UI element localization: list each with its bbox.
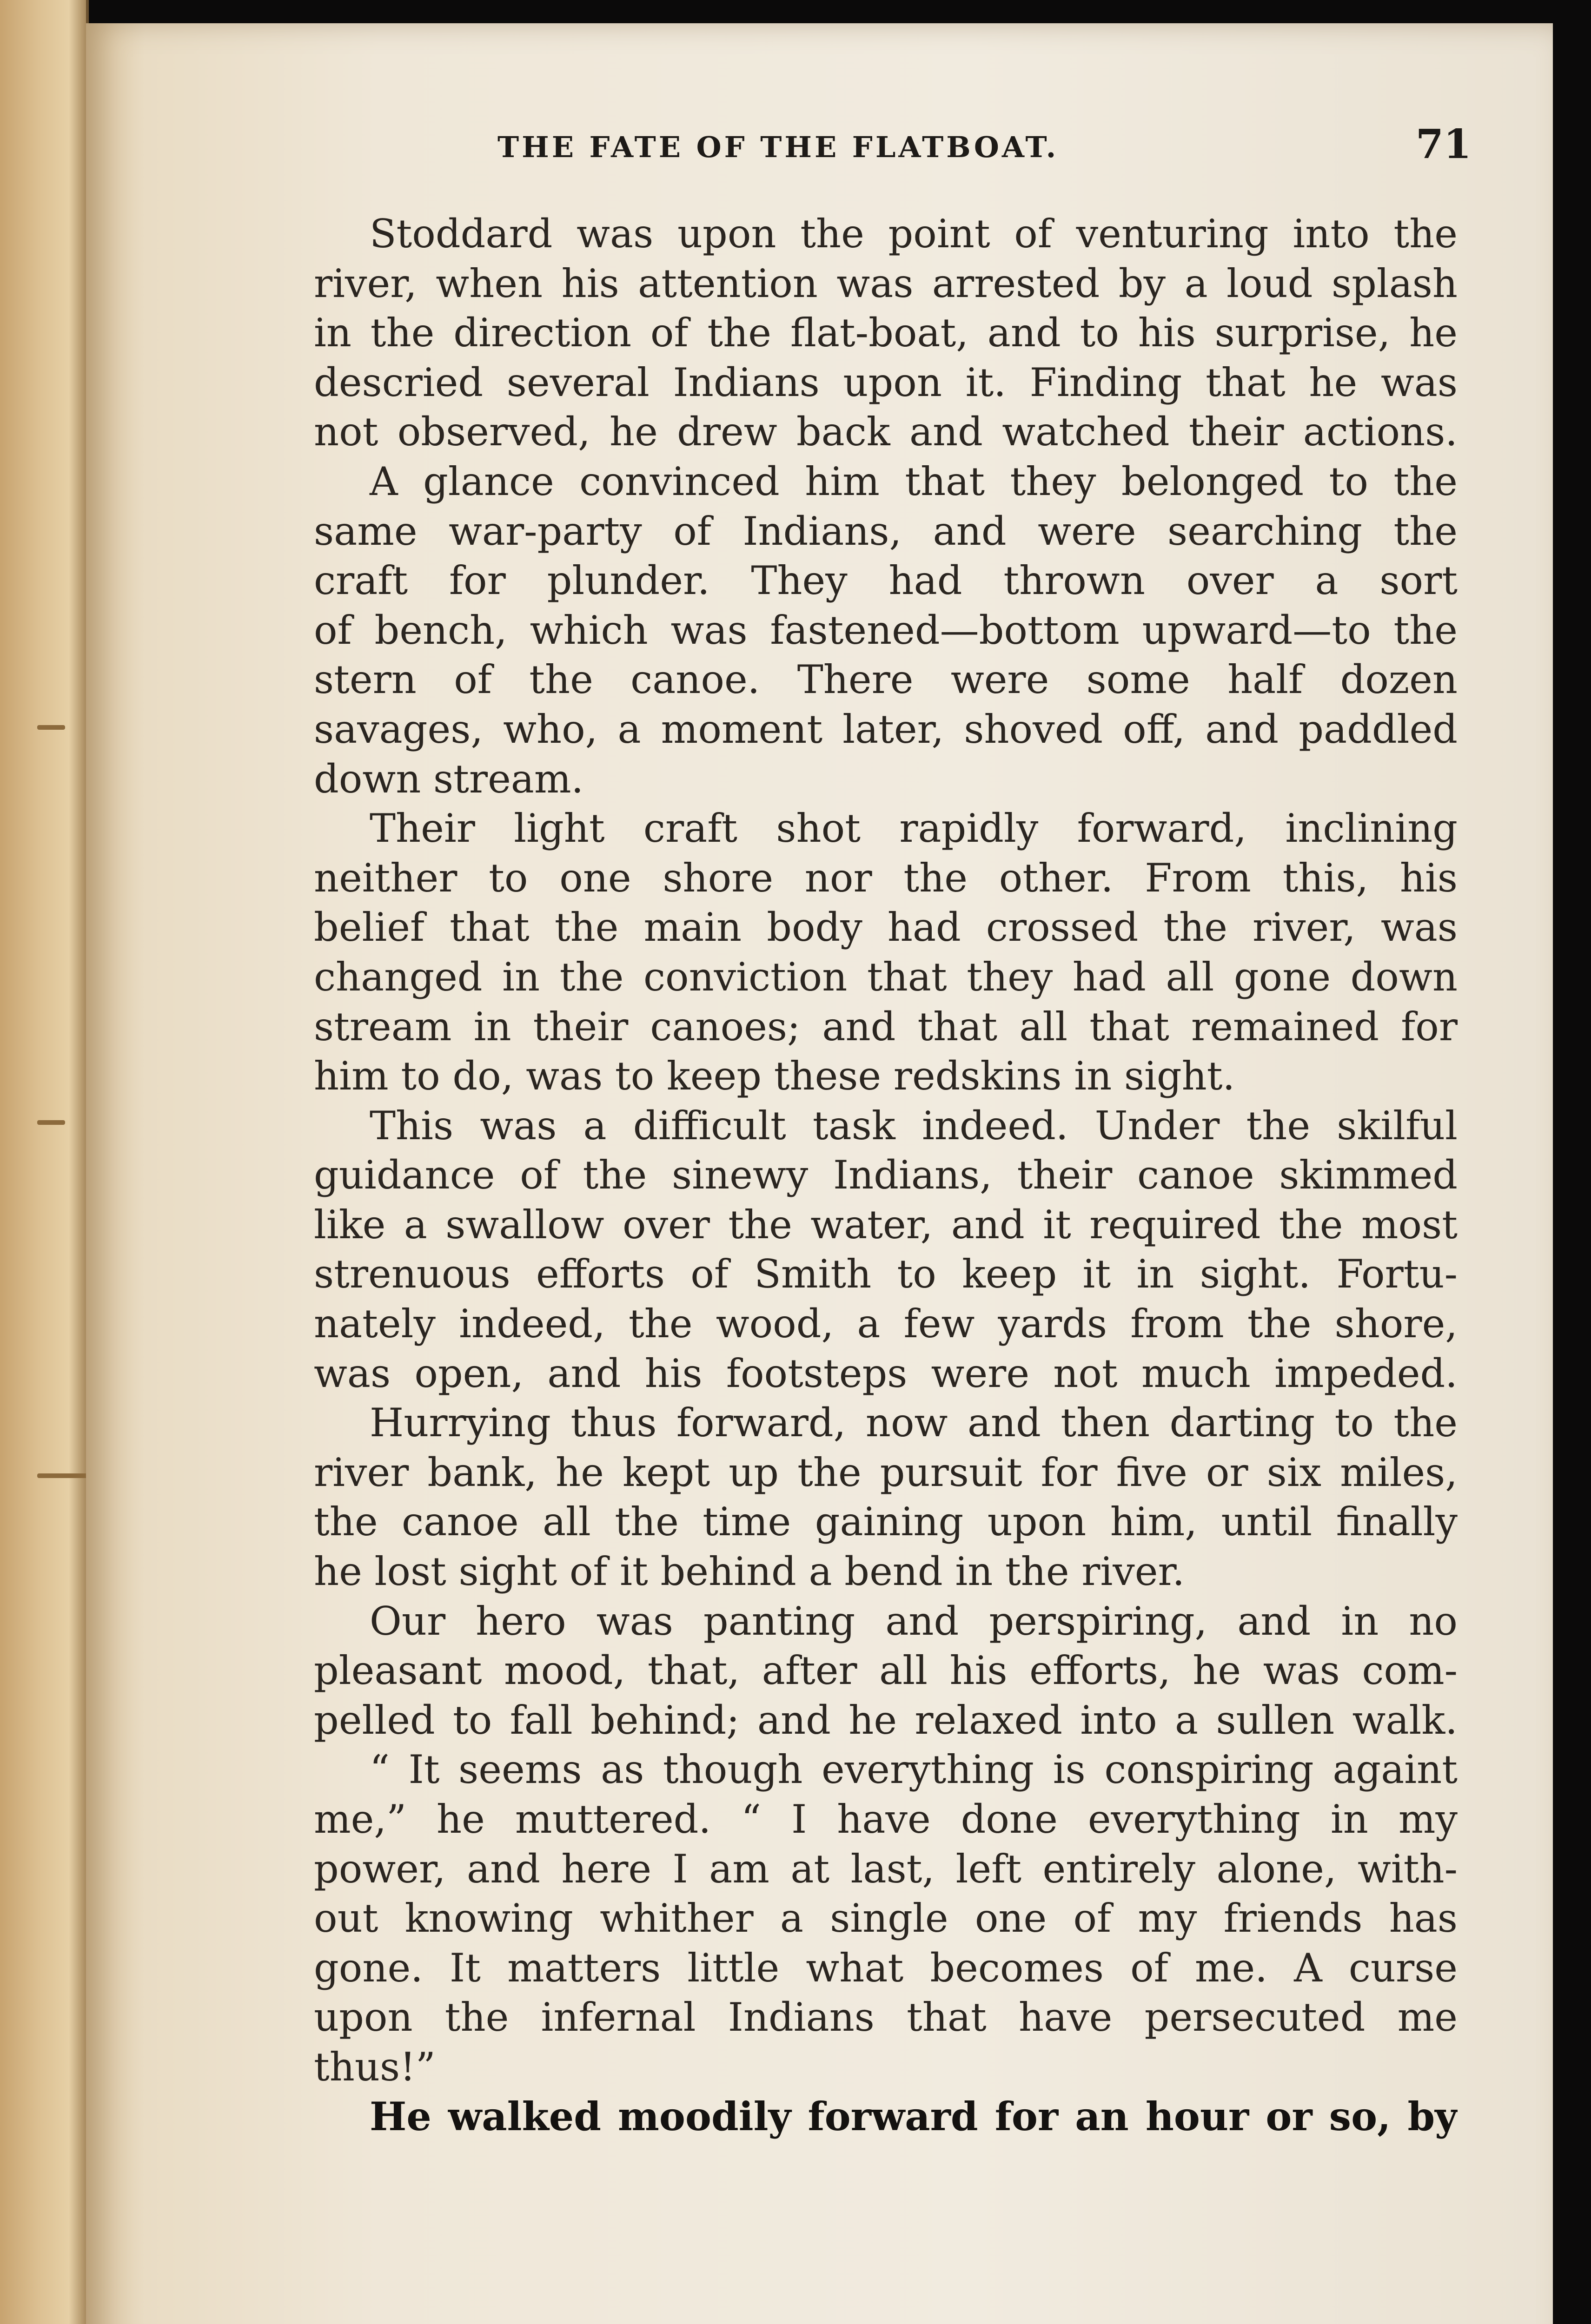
text-line: Hurrying thus forward, now and then darting to the	[370, 1400, 1458, 1446]
book-page	[86, 23, 1553, 2324]
text-line: gone. It matters little what becomes of me. A curse	[314, 1945, 1458, 1991]
text-line: He walked moodily forward for an hour or so, by	[370, 2093, 1458, 2139]
text-line: savages, who, a moment later, shoved off, and paddled	[314, 706, 1458, 752]
binding-stitch	[37, 1120, 65, 1125]
text-line: descried several Indians upon it. Finding that he was	[314, 359, 1458, 405]
text-line: changed in the conviction that they had all gone down	[314, 954, 1458, 1000]
text-line: belief that the main body had crossed the river, was	[314, 905, 1458, 951]
text-line: same war-party of Indians, and were searching the	[314, 508, 1458, 554]
text-line: was open, and his footsteps were not much impeded.	[314, 1350, 1458, 1396]
text-line: me,” he muttered. “ I have done everything in my	[314, 1796, 1458, 1842]
text-line: not observed, he drew back and watched their actions.	[314, 409, 1458, 455]
body-text	[314, 209, 1458, 2141]
text-line: down stream.	[314, 756, 584, 802]
text-line: like a swallow over the water, and it required the most	[314, 1202, 1458, 1248]
text-line: guidance of the sinewy Indians, their canoe skimmed	[314, 1152, 1458, 1198]
previous-page-edge	[0, 0, 89, 2324]
text-line: the canoe all the time gaining upon him, until finally	[314, 1499, 1458, 1545]
text-line: him to do, was to keep these redskins in sight.	[314, 1053, 1235, 1099]
text-line: stern of the canoe. There were some half dozen	[314, 657, 1458, 703]
text-line: he lost sight of it behind a bend in the river.	[314, 1549, 1185, 1595]
text-line: craft for plunder. They had thrown over a sort	[314, 558, 1458, 604]
text-line: upon the infernal Indians that have persecuted me	[314, 1994, 1458, 2040]
text-line: nately indeed, the wood, a few yards from the shore,	[314, 1301, 1458, 1347]
text-line: of bench, which was fastened—bottom upward—to the	[314, 607, 1458, 653]
text-line: strenuous efforts of Smith to keep it in sight. Fortu-	[314, 1251, 1458, 1297]
text-line: thus!”	[314, 2044, 436, 2090]
text-line: stream in their canoes; and that all that remained for	[314, 1004, 1458, 1050]
text-line: pleasant mood, that, after all his efforts, he was com-	[314, 1648, 1458, 1694]
text-line: Our hero was panting and perspiring, and in no	[370, 1598, 1458, 1644]
text-line: out knowing whither a single one of my friends has	[314, 1895, 1458, 1941]
running-header: THE FATE OF THE FLATBOAT.	[497, 130, 1059, 164]
text-line: pelled to fall behind; and he relaxed into a sullen walk.	[314, 1697, 1458, 1743]
text-line: river bank, he kept up the pursuit for five or six miles,	[314, 1449, 1458, 1495]
page-number: 71	[1416, 121, 1472, 168]
text-line: neither to one shore nor the other. From this, his	[314, 855, 1458, 901]
text-line: in the direction of the flat-boat, and to his surprise, he	[314, 310, 1458, 356]
text-line: “ It seems as though everything is conspiring againt	[370, 1747, 1458, 1793]
text-line: power, and here I am at last, left entirely alone, with-	[314, 1846, 1458, 1892]
binding-stitch	[37, 725, 65, 730]
text-line: Their light craft shot rapidly forward, inclining	[370, 805, 1458, 852]
text-line: river, when his attention was arrested by a loud splash	[314, 260, 1458, 306]
text-line: This was a difficult task indeed. Under the skilful	[370, 1103, 1458, 1149]
text-line: Stoddard was upon the point of venturing into the	[370, 211, 1458, 257]
text-line: A glance convinced him that they belonged to the	[370, 458, 1458, 504]
